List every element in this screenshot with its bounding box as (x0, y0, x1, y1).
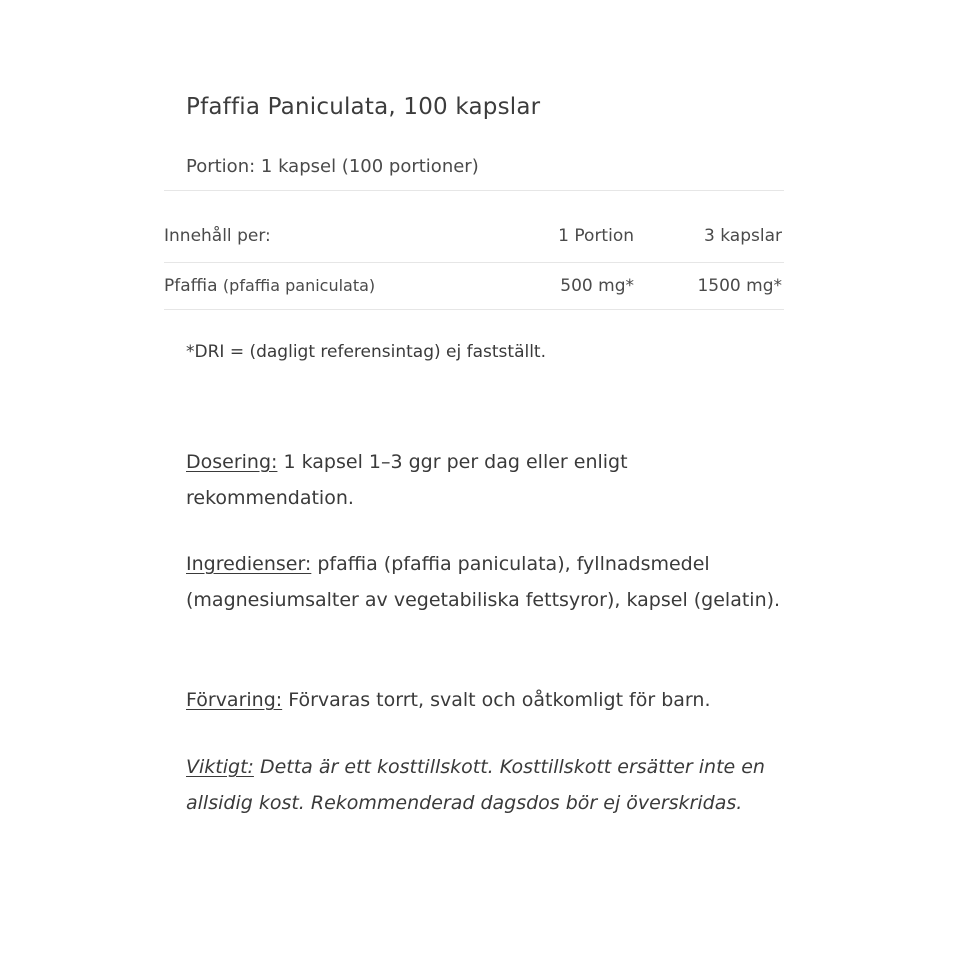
table-header-row (164, 222, 784, 252)
storage-text: Förvaras torrt, svalt och oåtkomligt för barn. (282, 689, 711, 711)
product-title: Pfaffia Paniculata, 100 kapslar (186, 94, 541, 120)
dosage-section (186, 444, 786, 516)
important-section (186, 749, 786, 821)
divider (164, 309, 784, 310)
ingredients-section (186, 546, 786, 618)
header-three-capsules: 3 kapslar (704, 226, 782, 246)
important-label: Viktigt: (186, 756, 254, 778)
dri-footnote: *DRI = (dagligt referensintag) ej fastställt. (186, 342, 547, 362)
amount-per-three-capsules: 1500 mg* (697, 276, 782, 296)
ingredient-name (164, 276, 375, 296)
ingredient-scientific-name: (pfaffia paniculata) (222, 276, 376, 295)
header-one-portion: 1 Portion (558, 226, 634, 246)
storage-section (186, 682, 786, 718)
dosage-label: Dosering: (186, 451, 278, 473)
storage-label: Förvaring: (186, 689, 283, 711)
divider (164, 262, 784, 263)
table-row (164, 272, 784, 302)
important-text: Detta är ett kosttillskott. Kosttillskott ersätter inte en allsidig kost. Rekommenderad dagsdos bör ej överskridas. (186, 756, 765, 814)
portion-size: Portion: 1 kapsel (100 portioner) (186, 156, 479, 177)
divider (164, 190, 784, 191)
amount-per-portion: 500 mg* (560, 276, 634, 296)
ingredient-common-name: Pfaffia (164, 276, 218, 296)
header-content-per: Innehåll per: (164, 226, 271, 246)
dosage-text: 1 kapsel 1–3 ggr per dag eller enligt rekommendation. (186, 451, 628, 509)
ingredients-text: pfaffia (pfaffia paniculata), fyllnadsmedel (magnesiumsalter av vegetabiliska fettsyror), kapsel (gelatin). (186, 553, 781, 611)
ingredients-label: Ingredienser: (186, 553, 312, 575)
